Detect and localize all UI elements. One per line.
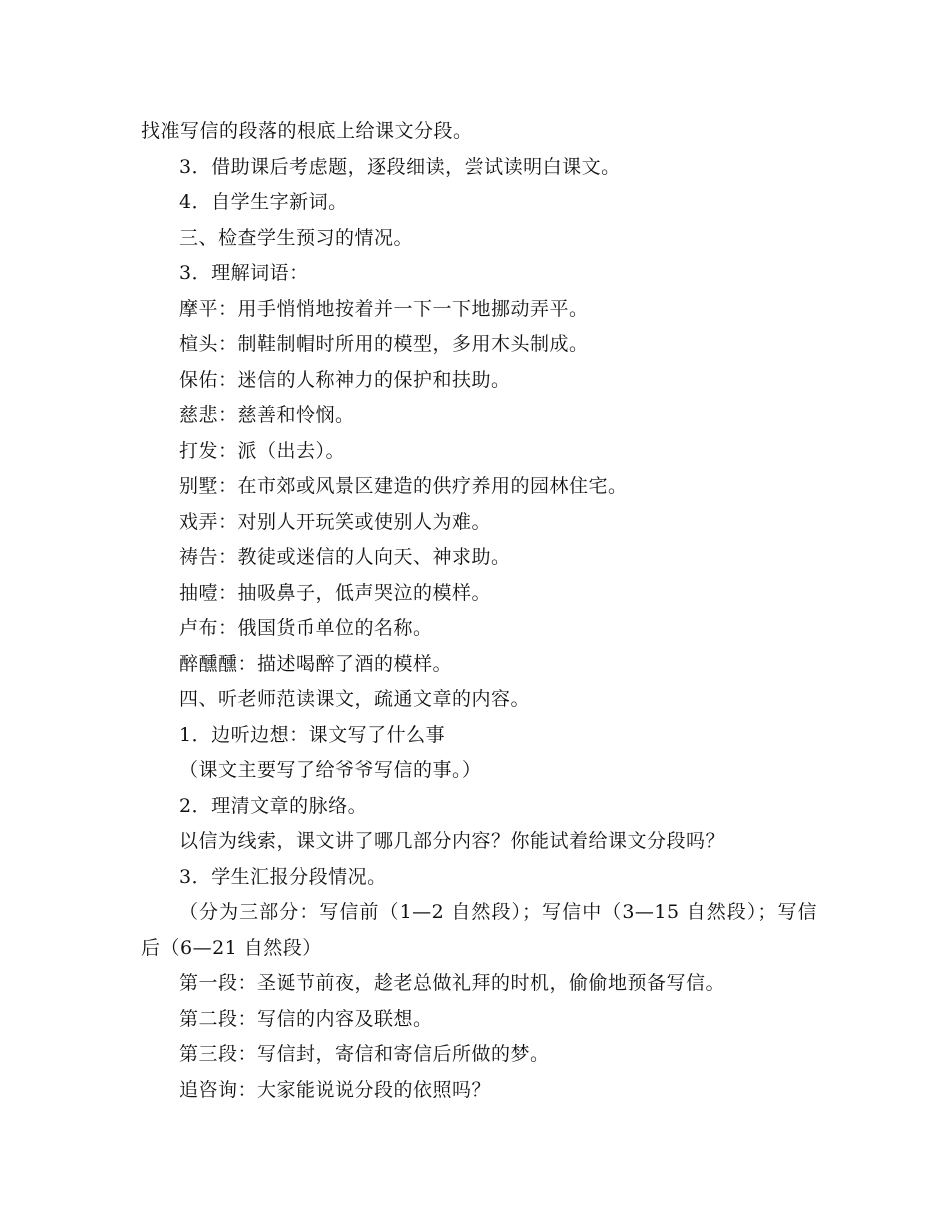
text-line: 追咨询：大家能说说分段的依照吗？ (179, 1078, 492, 1101)
text-line: 第一段：圣诞节前夜，趁老总做礼拜的时机，偷偷地预备写信。 (179, 972, 726, 994)
section-heading: 四、听老师范读课文，疏通文章的内容。 (179, 688, 531, 710)
vocab-entry: 别墅：在市郊或风景区建造的供疗养用的园林住宅。 (179, 475, 628, 497)
text-line: 2．理清文章的脉络。 (179, 794, 368, 817)
text-line: 找准写信的段落的根底上给课文分段。 (141, 120, 473, 142)
text-line: 以信为线索，课文讲了哪几部分内容？你能试着给课文分段吗？ (179, 830, 726, 852)
vocab-entry: 祷告：教徒或迷信的人向天、神求助。 (179, 546, 511, 568)
text-line: 3．借助课后考虑题，逐段细读，尝试读明白课文。 (179, 155, 621, 178)
vocab-entry: 保佑：迷信的人称神力的保护和扶助。 (179, 368, 511, 391)
text-line: 3．学生汇报分段情况。 (179, 865, 387, 888)
vocab-entry: 摩平：用手悄悄地按着并一下一下地挪动弄平。 (179, 297, 589, 320)
vocab-entry: 卢布：俄国货币单位的名称。 (179, 617, 433, 639)
vocab-entry: 戏弄：对别人开玩笑或使别人为难。 (179, 510, 492, 533)
text-line: 3．理解词语： (179, 262, 309, 284)
text-line: 1．边听边想：课文写了什么事 (179, 723, 446, 746)
text-line: 第二段：写信的内容及联想。 (179, 1007, 433, 1030)
vocab-entry: 慈悲：慈善和怜悯。 (179, 404, 355, 426)
vocab-entry: 醉醺醺：描述喝醉了酒的模样。 (179, 652, 453, 675)
document-body (141, 114, 821, 1108)
section-heading: 三、检查学生预习的情况。 (179, 226, 414, 249)
text-line: 第三段：写信封，寄信和寄信后所做的梦。 (179, 1043, 550, 1065)
vocab-entry: 楦头：制鞋制帽时所用的模型，多用木头制成。 (179, 333, 589, 355)
text-line: 4．自学生字新词。 (179, 191, 348, 213)
vocab-entry: 打发：派（出去）。 (179, 439, 346, 462)
text-paragraph: （分为三部分：写信前（1—2 自然段）；写信中（3—15 自然段）；写信后（6—21 自然段） (141, 901, 817, 959)
vocab-entry: 抽噎：抽吸鼻子，低声哭泣的模样。 (179, 581, 492, 604)
text-line: （课文主要写了给爷爷写信的事。） (179, 759, 482, 781)
